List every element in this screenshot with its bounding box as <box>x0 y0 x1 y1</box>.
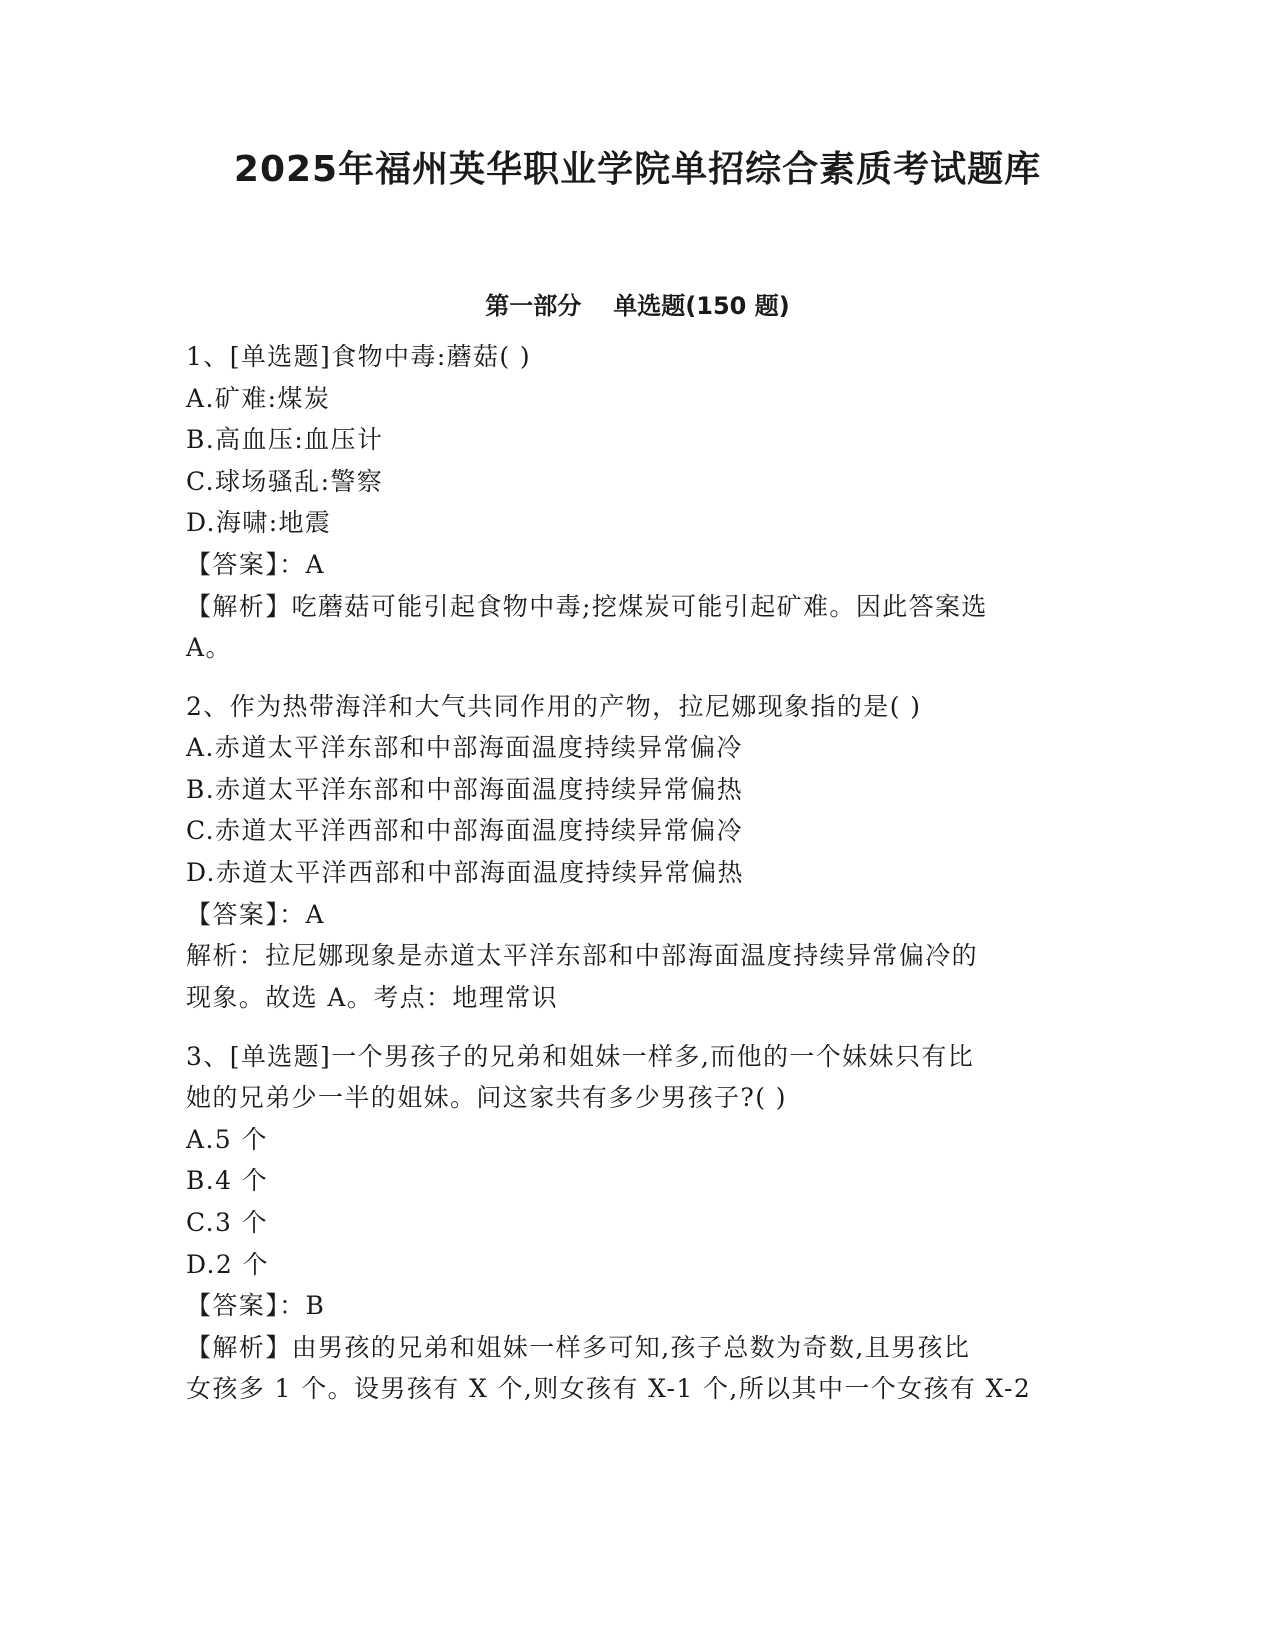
question-3-option-d: D.2 个 <box>186 1250 269 1279</box>
question-3-analysis-line-1: 【解析】由男孩的兄弟和姐妹一样多可知,孩子总数为奇数,且男孩比 <box>186 1333 971 1362</box>
question-3-analysis-line-2: 女孩多 1 个。设男孩有 X 个,则女孩有 X-1 个,所以其中一个女孩有 X-2 <box>186 1374 1032 1403</box>
question-1-option-d: D.海啸:地震 <box>186 508 332 537</box>
question-2-analysis-line-2: 现象。故选 A。考点：地理常识 <box>186 983 559 1012</box>
question-3-answer: 【答案】：B <box>186 1291 326 1320</box>
question-3-option-c: C.3 个 <box>186 1208 269 1237</box>
question-1-answer: 【答案】：A <box>186 550 325 579</box>
document-title: 2025年福州英华职业学院单招综合素质考试题库 <box>233 149 1042 190</box>
question-3-option-a: A.5 个 <box>186 1125 268 1154</box>
question-3-stem-line-1: 3、[单选题]一个男孩子的兄弟和姐妹一样多,而他的一个妹妹只有比 <box>186 1042 975 1071</box>
question-2-option-b: B.赤道太平洋东部和中部海面温度持续异常偏热 <box>186 775 744 804</box>
question-1-analysis-line-2: A。 <box>186 633 232 662</box>
question-2-analysis-line-1: 解析：拉尼娜现象是赤道太平洋东部和中部海面温度持续异常偏冷的 <box>186 941 979 970</box>
section-part: 第一部分 <box>485 292 582 320</box>
question-1-stem: 1、[单选题]食物中毒:蘑菇( ) <box>186 342 532 371</box>
question-2-option-d: D.赤道太平洋西部和中部海面温度持续异常偏热 <box>186 858 744 887</box>
question-3-option-b: B.4 个 <box>186 1166 269 1195</box>
question-2-option-a: A.赤道太平洋东部和中部海面温度持续异常偏冷 <box>186 733 743 762</box>
question-1-option-c: C.球场骚乱:警察 <box>186 467 384 496</box>
question-1-option-b: B.高血压:血压计 <box>186 425 384 454</box>
question-2-answer: 【答案】：A <box>186 900 325 929</box>
section-heading <box>0 290 1275 322</box>
question-1-analysis-line-1: 【解析】吃蘑菇可能引起食物中毒;挖煤炭可能引起矿难。因此答案选 <box>186 592 988 621</box>
question-2-option-c: C.赤道太平洋西部和中部海面温度持续异常偏冷 <box>186 816 743 845</box>
question-2-stem: 2、作为热带海洋和大气共同作用的产物，拉尼娜现象指的是( ) <box>186 692 922 721</box>
section-title: 单选题(150 题) <box>613 292 790 320</box>
question-1-option-a: A.矿难:煤炭 <box>186 384 331 413</box>
question-3-stem-line-2: 她的兄弟少一半的姐妹。问这家共有多少男孩子?( ) <box>186 1083 787 1112</box>
